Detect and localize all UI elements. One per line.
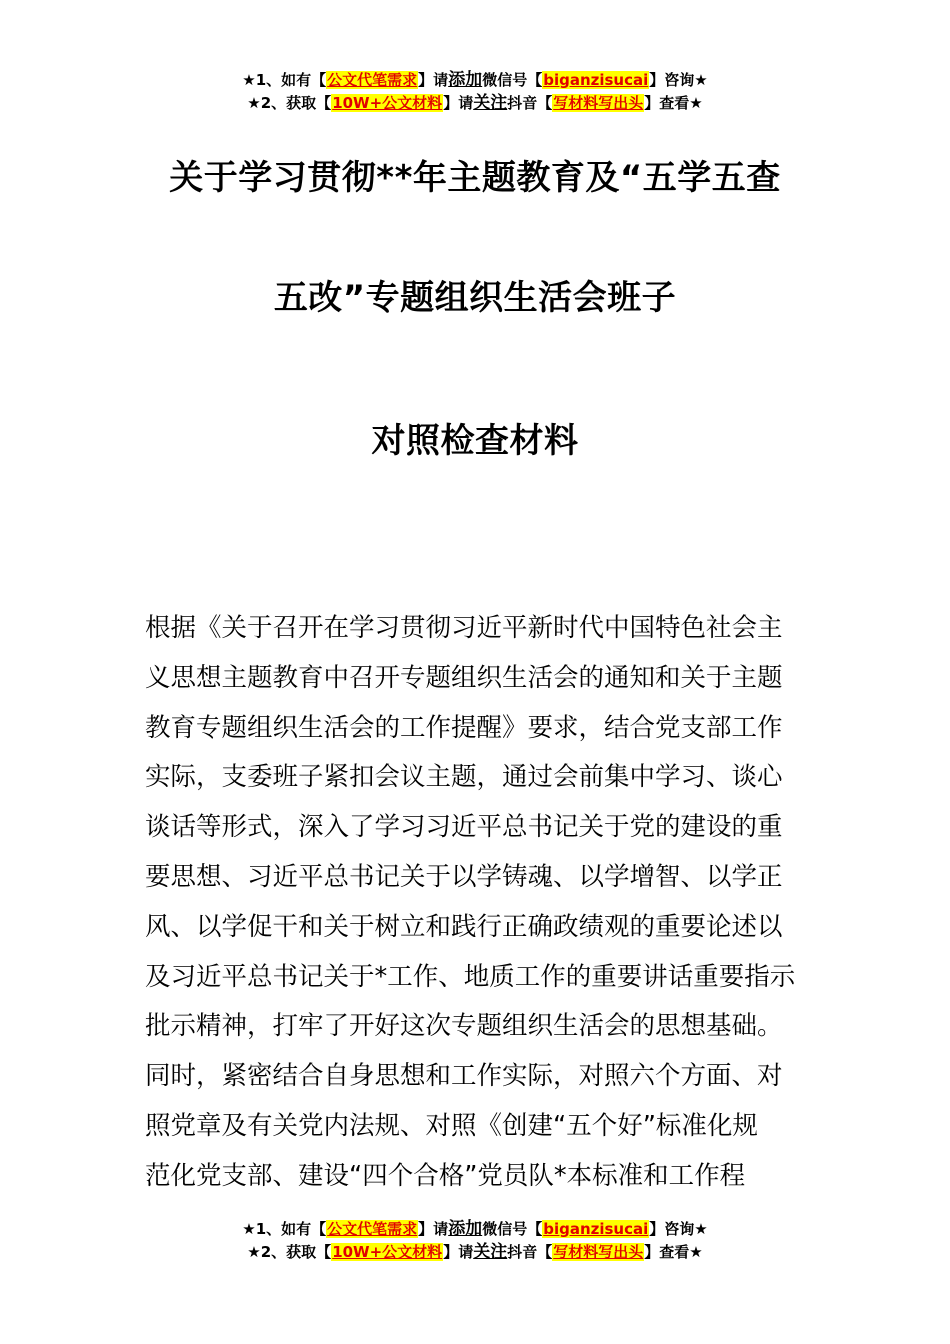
body-line: 要思想、习近平总书记关于以学铸魂、以学增智、以学正	[145, 861, 783, 892]
body-line: 谈话等形式，深入了学习习近平总书记关于党的建设的重	[145, 812, 783, 843]
top-banner	[0, 69, 950, 115]
body-line: 同时，紧密结合自身思想和工作实际，对照六个方面、对	[145, 1061, 783, 1092]
body-line: 照党章及有关党内法规、对照《创建“五个好”标准化规	[145, 1110, 758, 1141]
body-line: 风、以学促干和关于树立和践行正确政绩观的重要论述以	[145, 911, 783, 942]
body-line: 范化党支部、建设“四个合格”党员队*本标准和工作程	[145, 1160, 746, 1191]
banner-line-2: ★2、获取【10W+公文材料】请关注抖音【写材料写出头】查看★	[247, 1242, 703, 1262]
bottom-banner	[0, 1218, 950, 1264]
body-line: 实际，支委班子紧扣会议主题，通过会前集中学习、谈心	[145, 762, 783, 793]
title-line-1: 关于学习贯彻**年主题教育及“五学五查	[169, 158, 781, 198]
wechat-id: biganzisucai	[543, 71, 649, 89]
title-line-3: 对照检查材料	[371, 421, 579, 461]
body-line: 教育专题组织生活会的工作提醒》要求，结合党支部工作	[145, 712, 783, 743]
body-line: 及习近平总书记关于*工作、地质工作的重要讲话重要指示	[145, 961, 796, 992]
body-line: 根据《关于召开在学习贯彻习近平新时代中国特色社会主	[145, 613, 783, 643]
banner-line-1: ★1、如有【公文代笔需求】请添加微信号【biganzisucai】咨询★	[242, 70, 708, 90]
highlight-text: 公文代笔需求	[327, 71, 418, 89]
body-line: 义思想主题教育中召开专题组织生活会的通知和关于主题	[145, 662, 783, 693]
banner-line-1: ★1、如有【公文代笔需求】请添加微信号【biganzisucai】咨询★	[242, 1219, 708, 1239]
body-text	[145, 604, 825, 1202]
body-line: 批示精神，打牢了开好这次专题组织生活会的思想基础。	[145, 1011, 783, 1042]
title-line-2: 五改”专题组织生活会班子	[273, 278, 677, 318]
banner-line-2: ★2、获取【10W+公文材料】请关注抖音【写材料写出头】查看★	[247, 93, 703, 113]
